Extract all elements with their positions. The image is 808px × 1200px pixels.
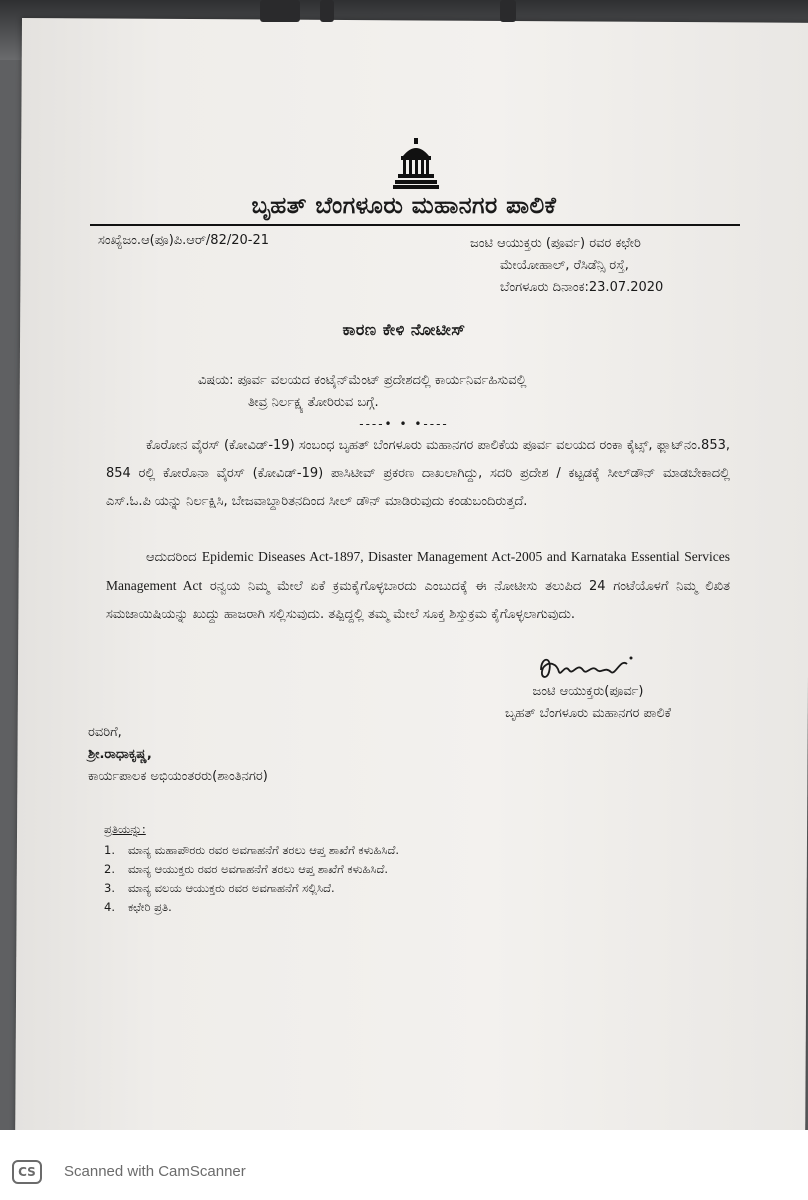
camscanner-logo-icon: CS [12, 1160, 42, 1184]
list-item [104, 860, 399, 879]
signature-scribble [535, 650, 635, 684]
office-line: ಜಂಟಿ ಆಯುಕ್ತರು (ಪೂರ್ವ) ರವರ ಕಛೇರಿ [470, 236, 641, 251]
copies-heading: ಪ್ರತಿಯನ್ನು: [104, 822, 146, 836]
addressee-designation: ಕಾರ್ಯಪಾಲಕ ಅಭಿಯಂತರರು(ಶಾಂತಿನಗರ) [88, 769, 268, 784]
list-item-text: ಮಾನ್ಯ ವಲಯ ಆಯುಕ್ತರು ರವರ ಅವಗಾಹನೆಗೆ ಸಲ್ಲಿಸಿದೆ. [128, 881, 335, 895]
signatory-org: ಬೃಹತ್ ಬೆಂಗಳೂರು ಮಹಾನಗರ ಪಾಲಿಕೆ [505, 706, 672, 721]
subject-line: ವಿಷಯ: ಪೂರ್ವ ವಲಯದ ಕಂಟೈನ್‌ಮೆಂಟ್ ಪ್ರದೇಶದಲ್ಲಿ ಕಾರ್ಯನಿರ್ವಹಿಸುವಲ್ಲಿ [198, 373, 527, 388]
subject [198, 370, 526, 414]
scanner-footer [0, 1130, 808, 1200]
reference-number: ಸಂಖ್ಯೆಜಂ.ಆ(ಪೂ)ಪಿ.ಆರ್/82/20-21 [98, 233, 270, 248]
office-line: ಮೇಯೋಹಾಲ್, ರೆಸಿಡೆನ್ಸಿ ರಸ್ತೆ, [500, 258, 629, 273]
addressee [88, 722, 268, 788]
organization-name: ಬೃಹತ್ ಬೆಂಗಳೂರು ಮಹಾನಗರ ಪಾಲಿಕೆ [251, 192, 557, 219]
scanner-watermark-text: Scanned with CamScanner [64, 1163, 246, 1180]
list-item-number: 4. [104, 900, 115, 914]
list-item [104, 879, 399, 898]
notice-title: ಕಾರಣ ಕೇಳಿ ನೋಟೀಸ್ [342, 320, 466, 339]
list-item [104, 841, 399, 860]
paragraph-text: ಆದುದರಿಂದ [146, 550, 202, 565]
office-address [470, 233, 663, 299]
list-item-number: 1. [104, 843, 115, 857]
list-item [104, 898, 399, 917]
body-paragraph-1: ಕೊರೋನ ವೈರಸ್ (ಕೋವಿಡ್-19) ಸಂಬಂಧ ಬೃಹತ್ ಬೆಂಗಳೂರು ಮಹಾನಗರ ಪಾಲಿಕೆಯ ಪೂರ್ವ ವಲಯದ ರಂಕಾ ಕೈಟ್ಸ್, ಫ್ಲಾಟ್‌ನಂ.853, 854 ರಲ್ಲಿ ಕೋರೊನಾ ವೈರಸ್ (ಕೋವಿಡ್-19) ಪಾಸಿಟೀವ್ ಪ್ರಕರಣ ದಾಖಲಾಗಿದ್ದು, ಸದರಿ ಪ್ರದೇಶ / ಕಟ್ಟಡಕ್ಕೆ ಸೀಲ್‌ಡೌನ್ ಮಾಡಬೇಕಾದಲ್ಲಿ ಎಸ್.ಓ.ಪಿ ಯನ್ನು ನಿರ್ಲಕ್ಷಿಸಿ, ಬೇಜವಾಬ್ದಾರಿತನದಿಂದ ಸೀಲ್ ಡೌನ್ ಮಾಡಿರುವುದು ಕಂಡುಬಂದಿರುತ್ತದೆ. [106, 438, 730, 509]
addressee-heading: ರವರಿಗೆ, [88, 725, 122, 740]
addressee-name: ಶ್ರೀ.ರಾಧಾಕೃಷ್ಣ, [88, 747, 152, 762]
bbmp-emblem-icon [393, 138, 439, 190]
copies-list [104, 820, 399, 917]
list-item-number: 2. [104, 862, 115, 876]
list-item-text: ಮಾನ್ಯ ಮಹಾಪೌರರು ರವರ ಅವಗಾಹನೆಗೆ ತರಲು ಆಪ್ತ ಶಾಖೆಗೆ ಕಳುಹಿಸಿದೆ. [128, 843, 400, 857]
separator: ----• • •---- [359, 417, 449, 431]
list-item-text: ಮಾನ್ಯ ಆಯುಕ್ತರು ರವರ ಅವಗಾಹನೆಗೆ ತರಲು ಆಪ್ತ ಶಾಖೆಗೆ ಕಳುಹಿಸಿದೆ. [128, 862, 389, 876]
body-paragraph-2 [106, 543, 730, 629]
paragraph-text: ರನ್ವಯ ನಿಮ್ಮ ಮೇಲೆ ಏಕೆ ಕ್ರಮಕೈಗೊಳ್ಳಬಾರದು ಎಂಬುದಕ್ಕೆ ಈ ನೋಟೀಸು ತಲುಪಿದ 24 ಗಂಟೆಯೊಳಗೆ ನಿಮ್ಮ ಲಿಖಿತ ಸಮಜಾಯಿಷಿಯನ್ನು ಖುದ್ದು ಹಾಜರಾಗಿ ಸಲ್ಲಿಸುವುದು. ತಪ್ಪಿದ್ದಲ್ಲಿ ತಮ್ಮ ಮೇಲೆ ಸೂಕ್ತ ಶಿಸ್ತುಕ್ರಮ ಕೈಗೊಳ್ಳಲಾಗುವುದು. [106, 579, 730, 622]
signatory-title: ಜಂಟಿ ಆಯುಕ್ತರು(ಪೂರ್ವ) [532, 684, 644, 699]
list-item-text: ಕಛೇರಿ ಪ್ರತಿ. [128, 900, 172, 914]
header-rule [90, 224, 740, 226]
subject-line: ತೀವ್ರ ನಿರ್ಲಕ್ಷ್ಯ ತೋರಿರುವ ಬಗ್ಗೆ. [248, 395, 379, 410]
list-item-number: 3. [104, 881, 115, 895]
signatory-block [505, 681, 671, 725]
office-line: ಬೆಂಗಳೂರು ದಿನಾಂಕ:23.07.2020 [500, 280, 664, 295]
acts-reference: Epidemic Diseases Act-1897, Disaster Management Act-2005 and Karnataka Essential Services Management Act [106, 549, 730, 593]
